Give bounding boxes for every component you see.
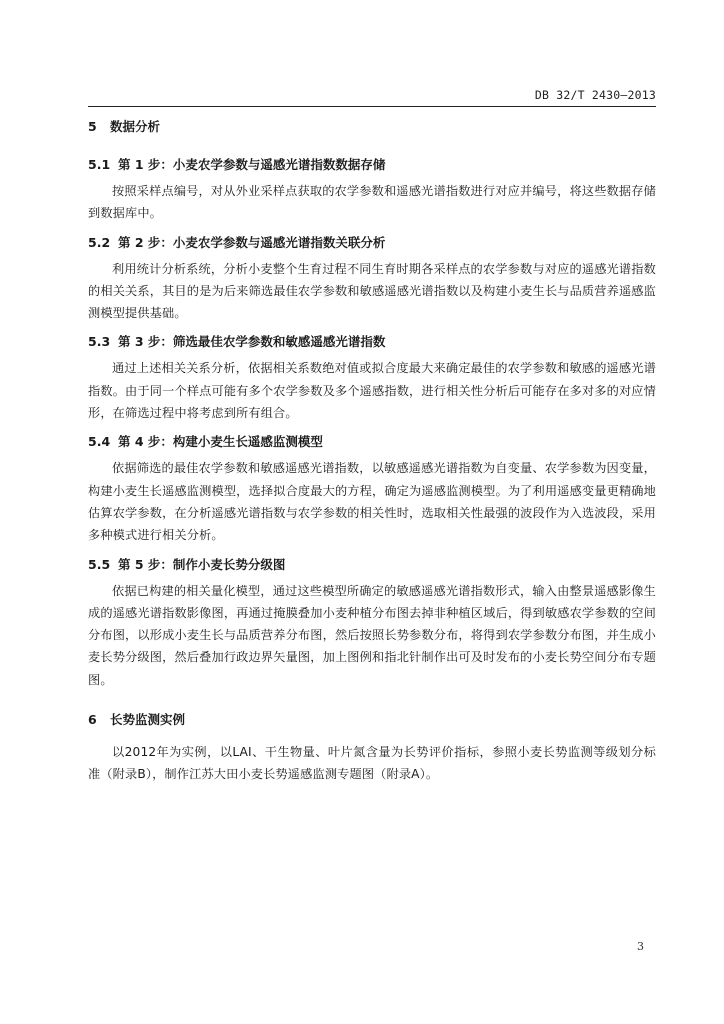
subsection-title: 第 1 步：小麦农学参数与遥感光谱指数数据存储 xyxy=(118,157,386,172)
subsection-5-2-heading xyxy=(88,234,656,252)
subsection-5-4-heading xyxy=(88,433,656,451)
paragraph-5-3: 通过上述相关关系分析，依据相关系数绝对值或拟合度最大来确定最佳的农学参数和敏感的遥感光谱指数。由于同一个样点可能有多个农学参数及多个遥感指数，进行相关性分析后可能存在多对多的对应情形，在筛选过程中将考虑到所有组合。 xyxy=(88,361,656,421)
subsection-number: 5.1 xyxy=(88,157,111,172)
paragraph-5-5: 依据已构建的相关量化模型，通过这些模型所确定的敏感遥感光谱指数形式，输入由整景遥感影像生成的遥感光谱指数影像图，再通过掩膜叠加小麦种植分布图去掉非种植区域后，得到敏感农学参数的空间分布图，以形成小麦生长与品质营养分布图，然后按照长势参数分布，将得到农学参数分布图，并生成小麦长势分级图，然后叠加行政边界矢量图，加上图例和指北针制作出可及时发布的小麦长势空间分布专题图。 xyxy=(88,583,656,687)
subsection-title: 第 3 步：筛选最佳农学参数和敏感遥感光谱指数 xyxy=(118,334,386,350)
section-title: 数据分析 xyxy=(110,119,161,134)
section-number: 6 xyxy=(88,712,97,728)
subsection-5-5-heading xyxy=(88,556,656,574)
paragraph-5-4: 依据筛选的最佳农学参数和敏感遥感光谱指数，以敏感遥感光谱指数为自变量、农学参数为因变量，构建小麦生长遥感监测模型，选择拟合度最大的方程，确定为遥感监测模型。为了利用遥感变量更精确地估算农学参数，在分析遥感光谱指数与农学参数的相关性时，选取相关性最强的波段作为入选波段，采用多种模式进行相关分析。 xyxy=(88,461,656,543)
section-title: 长势监测实例 xyxy=(110,712,186,728)
subsection-number: 5.5 xyxy=(88,556,111,572)
subsection-number: 5.2 xyxy=(88,234,111,250)
subsection-number: 5.4 xyxy=(88,434,111,450)
standard-code: DB 32/T 2430—2013 xyxy=(534,88,656,102)
section-6-heading xyxy=(88,711,656,729)
subsection-title: 第 4 步：构建小麦生长遥感监测模型 xyxy=(118,434,323,450)
page-number: 3 xyxy=(637,940,644,953)
subsection-title: 第 5 步：制作小麦长势分级图 xyxy=(118,556,286,572)
section-5-heading xyxy=(88,118,656,136)
paragraph-5-2: 利用统计分析系统，分析小麦整个生育过程不同生育时期各采样点的农学参数与对应的遥感光谱指数的相关关系，其目的是为后来筛选最佳农学参数和敏感遥感光谱指数以及构建小麦生长与品质营养遥感监测模型提供基础。 xyxy=(88,261,656,321)
subsection-5-1-heading xyxy=(88,156,656,174)
paragraph-5-1: 按照采样点编号，对从外业采样点获取的农学参数和遥感光谱指数进行对应并编号，将这些数据存储到数据库中。 xyxy=(88,184,656,221)
section-number: 5 xyxy=(88,119,97,134)
document-body xyxy=(88,118,656,786)
paragraph-6: 以2012年为实例，以LAI、干生物量、叶片氮含量为长势评价指标，参照小麦长势监测等级划分标准（附录B），制作江苏大田小麦长势遥感监测专题图（附录A）。 xyxy=(88,745,656,782)
subsection-5-3-heading xyxy=(88,333,656,351)
subsection-title: 第 2 步：小麦农学参数与遥感光谱指数关联分析 xyxy=(118,234,386,250)
header-rule xyxy=(88,106,656,107)
subsection-number: 5.3 xyxy=(88,334,111,350)
